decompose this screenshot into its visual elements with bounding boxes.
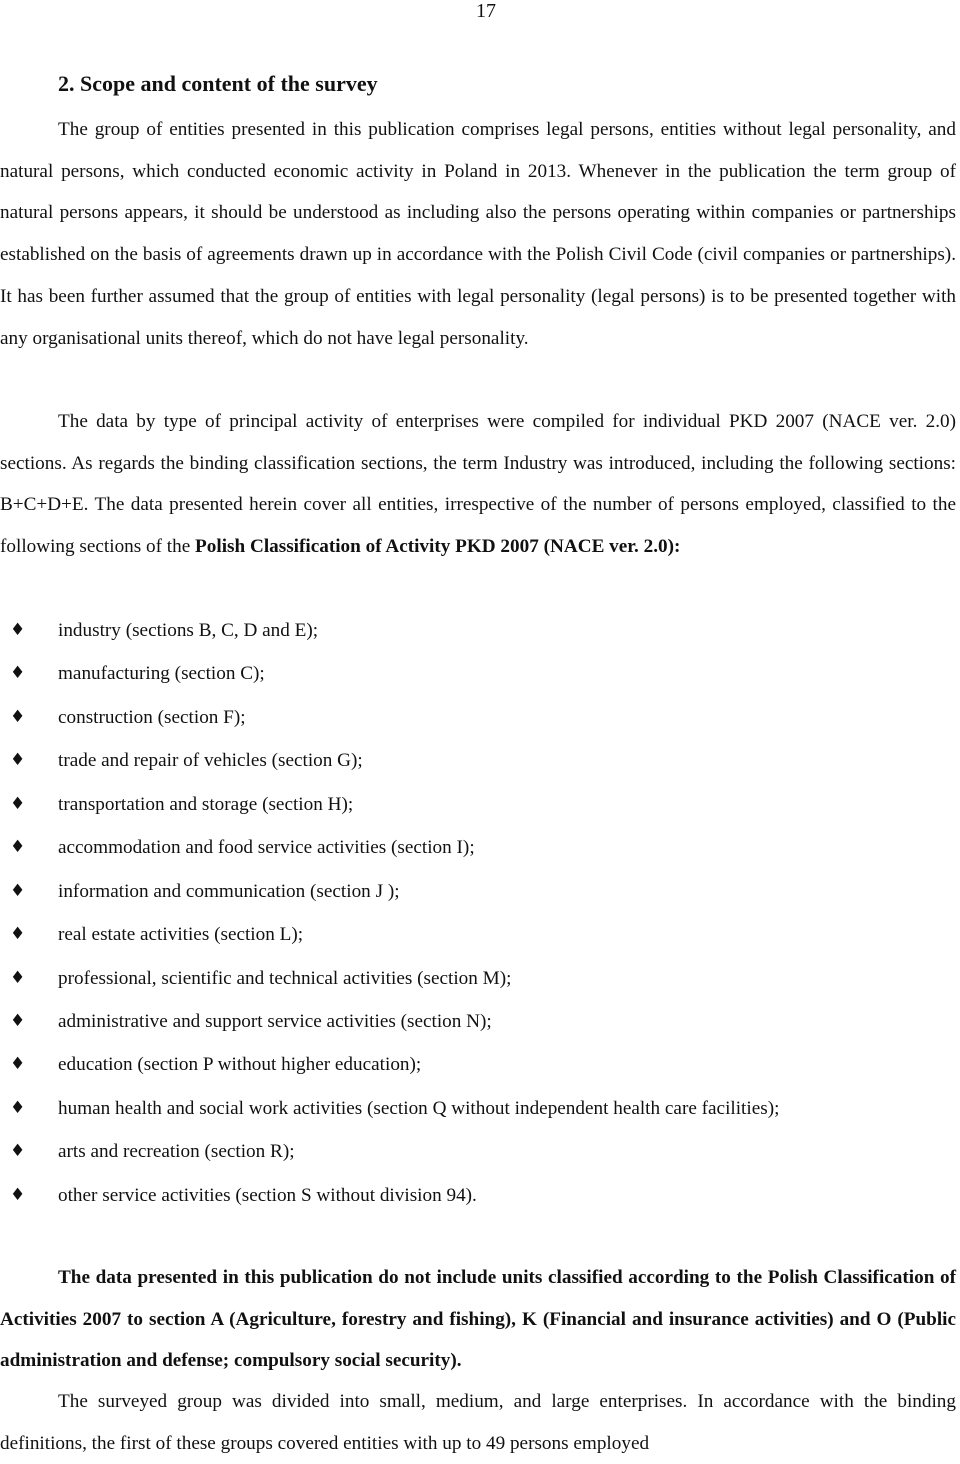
list-item-text: arts and recreation (section R); [58, 1141, 295, 1163]
list-item-text: construction (section F); [58, 706, 246, 728]
list-item-text: education (section P without higher education); [58, 1054, 422, 1076]
diamond-bullet-icon: ♦ [10, 1184, 26, 1205]
diamond-bullet-icon: ♦ [10, 793, 26, 814]
diamond-bullet-icon: ♦ [10, 1010, 26, 1031]
list-item-text: industry (sections B, C, D and E); [58, 620, 319, 641]
page-number: 17 [476, 0, 496, 22]
list-item-text: professional, scientific and technical activities (section M); [58, 967, 512, 989]
section-heading: 2. Scope and content of the survey [58, 71, 378, 96]
list-item-text: manufacturing (section C); [58, 663, 265, 685]
paragraph-enterprise-size: The surveyed group was divided into small, medium, and large enterprises. In accordance with the binding definitions, the first of these groups covered entities with up to 49 persons employed [0, 1391, 956, 1454]
list-item-text: transportation and storage (section H); [58, 793, 354, 815]
diamond-bullet-icon: ♦ [10, 663, 26, 684]
diamond-bullet-icon: ♦ [10, 620, 26, 640]
paragraph-pkd-sections-text: The data by type of principal activity of enterprises were compiled for individual PKD 2007 (NACE ver. 2.0) sections. As regards the binding classification sections, the term Industry was introduced, including the following sections: B+C+D+E. The data presented herein cover all entities, irrespective of the number of persons employed, classified to the following sections of the [0, 411, 956, 558]
paragraph-exclusions: The data presented in this publication do not include units classified according to the Polish Classification of Activities 2007 to section A (Agriculture, forestry and fishing), K (Financial and insurance activities) and O (Public administration and defense; compulsory social security). [0, 1267, 956, 1372]
list-item-text: real estate activities (section L); [58, 924, 304, 946]
list-item-text: trade and repair of vehicles (section G); [58, 750, 363, 772]
list-item-text: human health and social work activities (section Q without independent health care facilities); [58, 1097, 780, 1119]
paragraph-pkd-sections [0, 401, 956, 568]
diamond-bullet-icon: ♦ [10, 1141, 26, 1162]
diamond-bullet-icon: ♦ [10, 837, 26, 858]
paragraph-entities-scope: The group of entities presented in this publication comprises legal persons, entities without legal personality, and natural persons, which conducted economic activity in Poland in 2013. Whenever in the publication the term group of natural persons appears, it should be understood as including also the persons operating within companies or partnerships established on the basis of agreements drawn up in accordance with the Polish Civil Code (civil companies or partnerships). It has been further assumed that the group of entities with legal personality (legal persons) is to be presented together with any organisational units thereof, which do not have legal personality. [0, 119, 956, 349]
diamond-bullet-icon: ♦ [10, 750, 26, 771]
list-item-text: other service activities (section S without division 94). [58, 1184, 477, 1206]
diamond-bullet-icon: ♦ [10, 880, 26, 901]
diamond-bullet-icon: ♦ [10, 1054, 26, 1075]
list-item-text: information and communication (section J ); [58, 880, 400, 902]
list-item-text: accommodation and food service activities (section I); [58, 837, 475, 859]
paragraph-pkd-sections-bold: Polish Classification of Activity PKD 2007 (NACE ver. 2.0): [195, 536, 681, 558]
diamond-bullet-icon: ♦ [10, 924, 26, 945]
diamond-bullet-icon: ♦ [10, 967, 26, 988]
diamond-bullet-icon: ♦ [10, 1097, 26, 1118]
diamond-bullet-icon: ♦ [10, 706, 26, 727]
list-item-text: administrative and support service activities (section N); [58, 1010, 492, 1032]
